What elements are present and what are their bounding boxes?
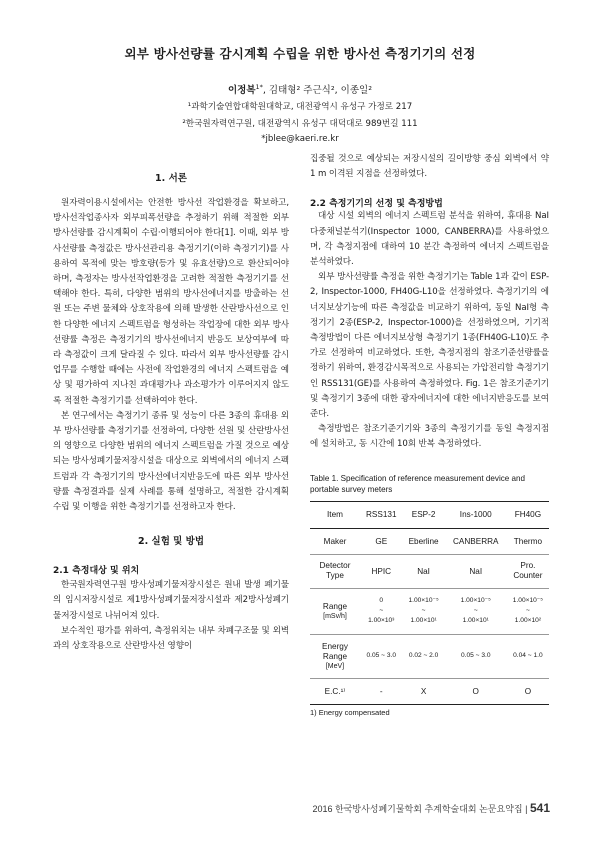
lead-author-mark: 1* xyxy=(255,82,263,91)
right-column xyxy=(310,152,549,717)
table-cell: 0.02 ~ 2.0 xyxy=(403,634,445,678)
cell-line: Pro. xyxy=(520,561,536,571)
footer-separator: | xyxy=(525,804,528,814)
page-footer xyxy=(312,801,550,815)
table-cell xyxy=(445,588,507,634)
range-low: 0 xyxy=(379,597,384,605)
page-number: 541 xyxy=(529,801,550,815)
row-label xyxy=(310,588,360,634)
row-label-line: Range xyxy=(322,601,348,611)
table-header-cell: Item xyxy=(310,501,360,528)
subsection-2-1-paragraph-2: 보수적인 평가를 위하여, 측정위치는 내부 차폐구조물 및 외벽과의 상호작용으로 산란방사선 영향이 xyxy=(53,625,289,652)
range-low: 1.00×10⁻⁵ xyxy=(512,597,544,605)
paper-title: 외부 방사선량률 감시계획 수립을 위한 방사선 측정기기의 선정 xyxy=(124,46,476,61)
subsection-2-2-paragraph-2: 외부 방사선량률 측정을 위한 측정기기는 Table 1과 같이 ESP-2, Inspector-1000, FH40G-L10을 선정하였다. 측정기기의 에너지보상기능에 따른 측정값을 비교하기 위하여, 동일 NaI형 측정기기 2종(ESP-2, Inspector-1000)을 선정하였으며, 기기적 측정방법이 다른 에너지보상형 측정기기 1종(FH40G-L10)도 추가로 선정하여 비교하였다. 또한, 측정지점의 참조기준선량률을 정하기 위하여, 환경감시목적으로 사용되는 가압전리함 측정기기인 RSS131(GE)를 사용하여 측정하였다. Fig. 1은 참조기준기기 및 측정기기 3종에 대한 광자에너지에 대한 에너지반응도를 보여준다. xyxy=(310,272,549,420)
table-cell: HPIC xyxy=(360,554,403,588)
range-tilde: ~ xyxy=(473,607,478,615)
row-label-line: Type xyxy=(326,571,344,581)
row-label-unit: [mSv/h] xyxy=(323,612,347,620)
subsection-2-2-paragraph-1: 대상 시설 외벽의 에너지 스펙트럼 분석을 위하여, 휴대용 NaI 다중채널분석기(Inspector 1000, CANBERRA)를 사용하였으며, 각 측정지점에 대하여 10 분간 측정하여 에너지 스펙트럼을 분석하였다. xyxy=(310,211,549,268)
table-row-detector xyxy=(310,554,549,588)
table-header-cell: Ins-1000 xyxy=(445,501,507,528)
table-row-ec xyxy=(310,678,549,704)
range-high: 1.00×10³ xyxy=(368,617,395,625)
co-authors: , 김태형² 주근식², 이종일² xyxy=(262,85,373,96)
row-label: Maker xyxy=(310,528,360,554)
subsection-2-1-heading: 2.1 측정대상 및 위치 xyxy=(53,566,140,577)
subsection-2-1-paragraph-1: 한국원자력연구원 방사성폐기물저장시설은 원내 발생 폐기물의 임시저장시설로 제1방사성폐기물저장시설과 제2방사성폐기물저장시설로 나뉘어져 있다. xyxy=(53,580,289,621)
cell-line: Counter xyxy=(513,571,543,581)
table-header-row xyxy=(310,501,549,528)
range-low: 1.00×10⁻⁵ xyxy=(408,597,439,605)
affiliation-1: ¹과학기술연합대학원대학교, 대전광역시 유성구 가정로 217 xyxy=(187,102,413,112)
range-low: 1.00×10⁻⁵ xyxy=(460,597,491,605)
table-cell: Thermo xyxy=(507,528,549,554)
table-cell: 0.04 ~ 1.0 xyxy=(507,634,549,678)
range-high: 1.00×10¹ xyxy=(462,617,489,625)
intro-paragraph-1: 원자력이용시설에서는 안전한 방사선 작업환경을 확보하고, 방사선작업종사자 외부피폭선량을 추정하기 위해 적절한 외부 방사선량률 감시계획이 수립·이행되어야 한다[1]. 이때, 외부 방사선량률 측정값은 방사선관리용 측정기기(이하 측정기기)를 사용하여 목적에 맞는 방호량(등가 및 유효선량)으로 환산되어야 하며, 측정자는 방사선작업환경을 고려한 적절한 측정기기를 선택해야 한다. 특히, 다양한 범위의 방사선에너지를 방출하는 선원 또는 주변 물체와 상호작용에 의해 발생한 산란방사선으로 인한 다양한 에너지 스펙트럼을 형성하는 작업장에 대한 외부 방사선량률 측정은 측정기기의 방사선에너지 반응도 보상여부에 따라 측정값이 크게 달라질 수 있다. 따라서 외부 방사선량률 감시업무를 수행할 때에는 사전에 작업환경의 에너지 스펙트럼을 예상 및 평가하여 지나친 과대평가나 과소평가가 이루어지지 않도록 적절한 측정기기를 선택하여야 한다. xyxy=(53,198,289,406)
range-tilde: ~ xyxy=(525,607,530,615)
left-column xyxy=(53,170,289,654)
table-cell: O xyxy=(445,678,507,704)
table-cell xyxy=(360,588,403,634)
table-header-cell: FH40G xyxy=(507,501,549,528)
table-cell: GE xyxy=(360,528,403,554)
affiliation-2: ²한국원자력연구원, 대전광역시 유성구 대덕대로 989번길 111 xyxy=(182,119,418,129)
subsection-2-2-heading: 2.2 측정기기의 선정 및 측정방법 xyxy=(310,199,443,210)
table-cell: CANBERRA xyxy=(445,528,507,554)
row-label-line: Energy xyxy=(322,641,348,651)
table-cell: Eberline xyxy=(403,528,445,554)
table-cell: X xyxy=(403,678,445,704)
table-cell: 0.05 ~ 3.0 xyxy=(360,634,403,678)
section-2-heading: 2. 실험 및 방법 xyxy=(137,536,205,548)
author-list xyxy=(0,82,600,96)
lead-author: 이정복 xyxy=(227,85,256,96)
table-cell: 0.05 ~ 3.0 xyxy=(445,634,507,678)
table-cell xyxy=(507,554,549,588)
row-label xyxy=(310,634,360,678)
table-cell: NaI xyxy=(403,554,445,588)
row-label-unit: [MeV] xyxy=(325,662,345,670)
table-row-maker xyxy=(310,528,549,554)
table-cell xyxy=(507,588,549,634)
contact-email: *jblee@kaeri.re.kr xyxy=(261,134,339,144)
table-row-energy xyxy=(310,634,549,678)
table-cell: NaI xyxy=(445,554,507,588)
table-header-cell: ESP-2 xyxy=(403,501,445,528)
table-1-footnote: 1) Energy compensated xyxy=(310,707,390,717)
range-tilde: ~ xyxy=(421,607,426,615)
subsection-2-2-paragraph-3: 측정방법은 참조기준기기와 3종의 측정기기를 동일 측정지점에 설치하고, 동 시간에 10회 반복 측정하였다. xyxy=(310,424,549,450)
row-label: E.C.¹⁾ xyxy=(310,678,360,704)
section-1-heading: 1. 서론 xyxy=(155,173,187,184)
table-row-range xyxy=(310,588,549,634)
table-1 xyxy=(310,501,549,705)
table-cell: - xyxy=(360,678,403,704)
range-high: 1.00×10² xyxy=(514,617,542,625)
table-cell xyxy=(403,588,445,634)
table-cell: O xyxy=(507,678,549,704)
row-label xyxy=(310,554,360,588)
row-label-line: Range xyxy=(322,651,348,661)
intro-paragraph-2: 본 연구에서는 측정기기 종류 및 성능이 다른 3종의 휴대용 외부 방사선량률 측정기기를 선정하여, 다양한 선원 및 산란방사선의 영향으로 다양한 범위의 에너지 스펙트럼을 가질 것으로 예상되는 방사성폐기물저장시설을 대상으로 외벽에서의 에너지 스펙트럼과 각 측정기기의 방사선에너지반응도에 따른 외부 방사선량률 측정결과를 실제 사례를 통해 설명하고, 적절한 감시계획 수립 및 이행을 위한 측정기기를 선정하고자 한다. xyxy=(53,410,289,513)
table-1-caption: Table 1. Specification of reference measurement device and portable survey meters xyxy=(310,473,526,494)
table-header-cell: RSS131 xyxy=(360,501,403,528)
row-label-line: Detector xyxy=(319,561,351,571)
footer-journal: 2016 한국방사성폐기물학회 추계학술대회 논문요약집 xyxy=(312,804,523,814)
subsection-2-1-continuation: 집중될 것으로 예상되는 저장시설의 길이방향 중심 외벽에서 약 1 m 이격된 지점을 선정하였다. xyxy=(310,154,549,180)
range-tilde: ~ xyxy=(379,607,384,615)
range-high: 1.00×10¹ xyxy=(410,617,437,625)
